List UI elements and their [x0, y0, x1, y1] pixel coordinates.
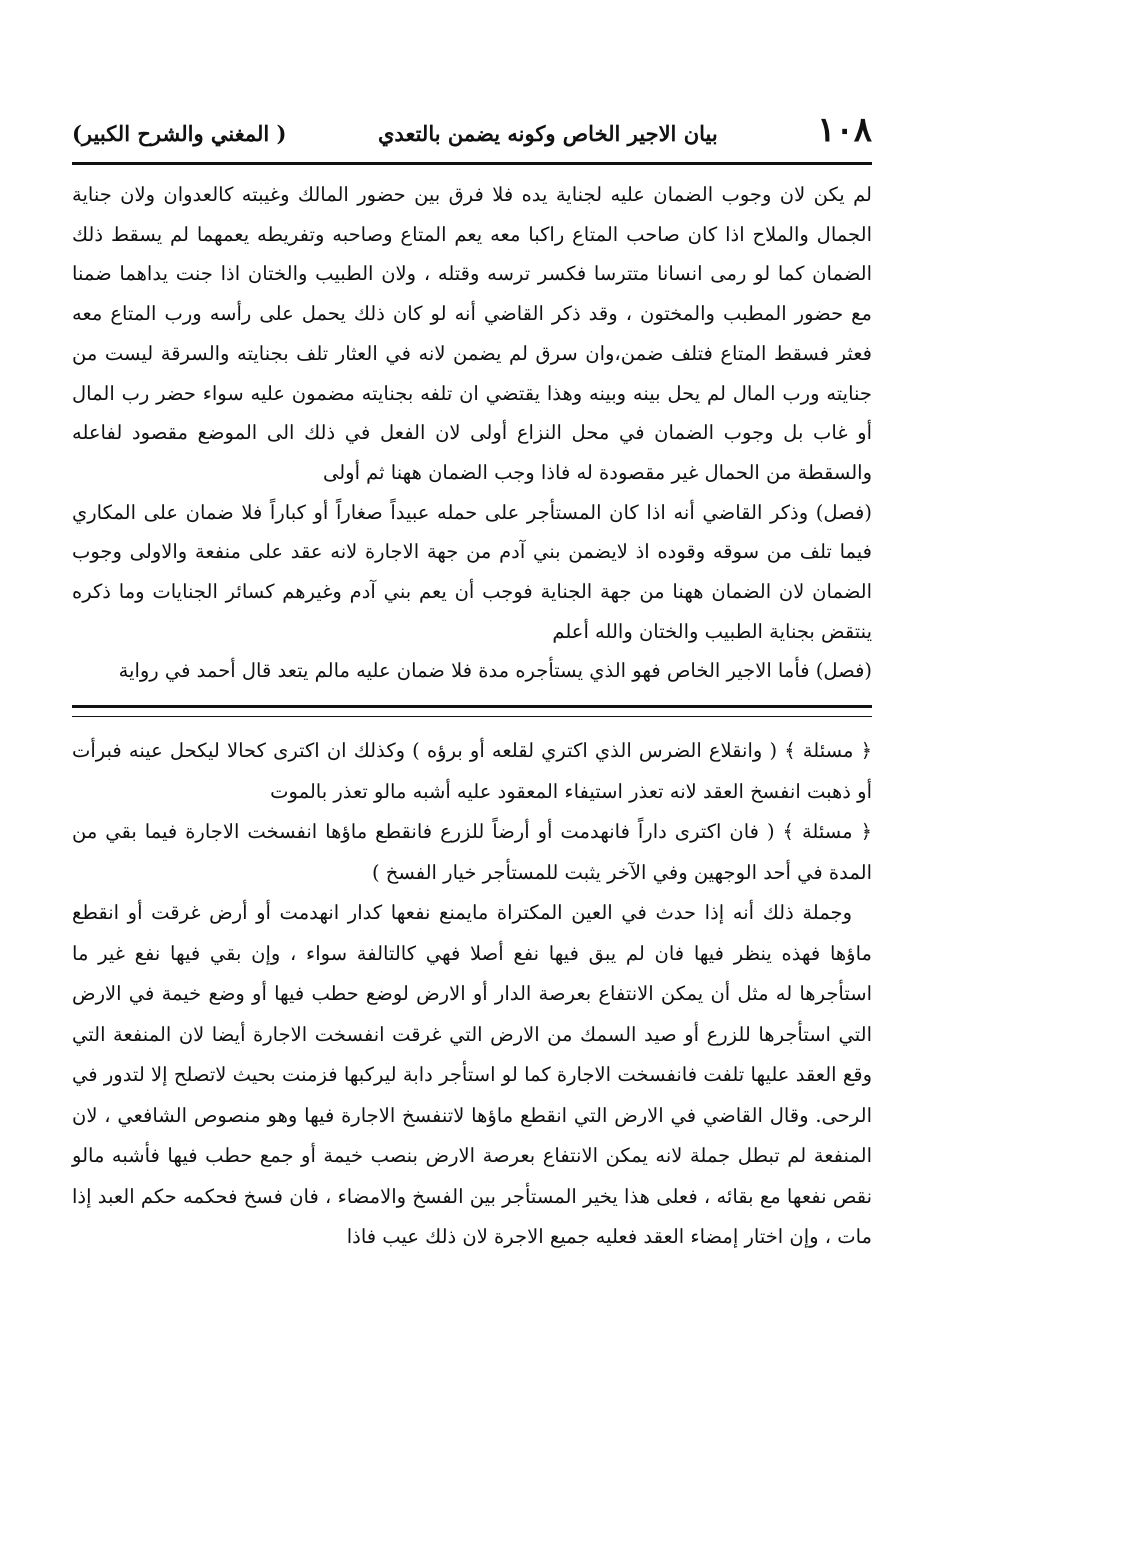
paragraph: ﴿ مسئلة ﴾ ( فان اكترى داراً فانهدمت أو أرضاً للزرع فانقطع ماؤها انفسخت الاجارة فيما بقي من المدة في أحد الوجهين وفي الآخر يثبت للمستأجر خيار الفسخ )	[72, 820, 872, 884]
book-page	[72, 110, 872, 1258]
paragraph: وجملة ذلك أنه إذا حدث في العين المكتراة مايمنع نفعها كدار انهدمت أو أرض غرقت أو انقطع ماؤها فهذه ينظر فيها فان لم يبق فيها نفع أصلا فهي كالتالفة سواء ، وإن بقي فيها نفع غير ما استأجرها له مثل أن يمكن الانتفاع بعرصة الدار أو الارض لوضع حطب فيها أو وضع خيمة في الارض التي استأجرها للزرع أو صيد السمك من الارض التي غرقت انفسخت الاجارة أيضا لان المنفعة التي وقع العقد عليها تلفت فانفسخت الاجارة كما لو استأجر دابة ليركبها فزمنت بحيث لاتصلح إلا لتدور في الرحى. وقال القاضي في الارض التي انقطع ماؤها لاتنفسخ الاجارة فيها وهو منصوص الشافعي ، لان المنفعة لم تبطل جملة لانه يمكن الانتفاع بعرصة الارض بنصب خيمة أو جمع حطب فيها فأشبه مالو نقص نفعها مع بقائه ، فعلى هذا يخير المستأجر بين الفسخ والامضاء ، فان فسخ فحكمه حكم العبد إذا مات ، وإن اختار إمضاء العقد فعليه جميع الاجرة لان ذلك عيب فاذا	[72, 901, 873, 1249]
section-divider	[72, 705, 872, 717]
paragraph: لم يكن لان وجوب الضمان عليه لجناية يده فلا فرق بين حضور المالك وغيبته كالعدوان ولان جناية الجمال والملاح اذا كان صاحب المتاع راكبا معه يعم المتاع وصاحبه وتفريطه يعمهما لم يسقط ذلك الضمان كما لو رمى انسانا متترسا فكسر ترسه وقتله ، ولان الطبيب والختان اذا جنت يداهما ضمنا مع حضور المطبب والمختون ، وقد ذكر القاضي أنه لو كان ذلك يحمل على رأسه ورب المتاع معه فعثر فسقط المتاع فتلف ضمن،وان سرق لم يضمن لانه في العثار تلف بجنايته والسرقة ليست من جنايته ورب المال لم يحل بينه وبينه وهذا يقتضي ان تلفه بجنايته مضمون عليه سواء حضر رب المال أو غاب بل وجوب الضمان في محل النزاع أولى لان الفعل في ذلك الى الموضع مقصود لفاعله والسقطة من الحمال غير مقصودة له فاذا وجب الضمان ههنا ثم أولى	[72, 183, 872, 484]
paragraph: (فصل) فأما الاجير الخاص فهو الذي يستأجره مدة فلا ضمان عليه مالم يتعد قال أحمد في رواية	[118, 659, 872, 683]
page-number: ١٠٨	[817, 110, 872, 150]
running-title: بيان الاجير الخاص وكونه يضمن بالتعدي	[378, 121, 718, 146]
paragraph: ﴿ مسئلة ﴾ ( وانقلاع الضرس الذي اكتري لقلعه أو برؤه ) وكذلك ان اكترى كحالا ليكحل عينه فبرأت أو ذهبت انفسخ العقد لانه تعذر استيفاء المعقود عليه أشبه مالو تعذر بالموت	[72, 739, 872, 803]
book-title: ( المغني والشرح الكبير)	[72, 121, 287, 146]
paragraph: (فصل) وذكر القاضي أنه اذا كان المستأجر على حمله عبيداً صغاراً أو كباراً فلا ضمان على المكاري فيما تلف من سوقه وقوده اذ لايضمن بني آدم من جهة الاجارة لانه عقد على منفعة والاولى وجوب الضمان لان الضمان ههنا من جهة الجناية فوجب أن يعم بني آدم وغيرهم كسائر الجنايات وما ذكره ينتقض بجناية الطبيب والختان والله أعلم	[72, 500, 872, 643]
main-text-section	[72, 731, 872, 1258]
header-rule	[72, 162, 872, 165]
commentary-section	[72, 175, 872, 691]
page-header	[72, 110, 872, 158]
